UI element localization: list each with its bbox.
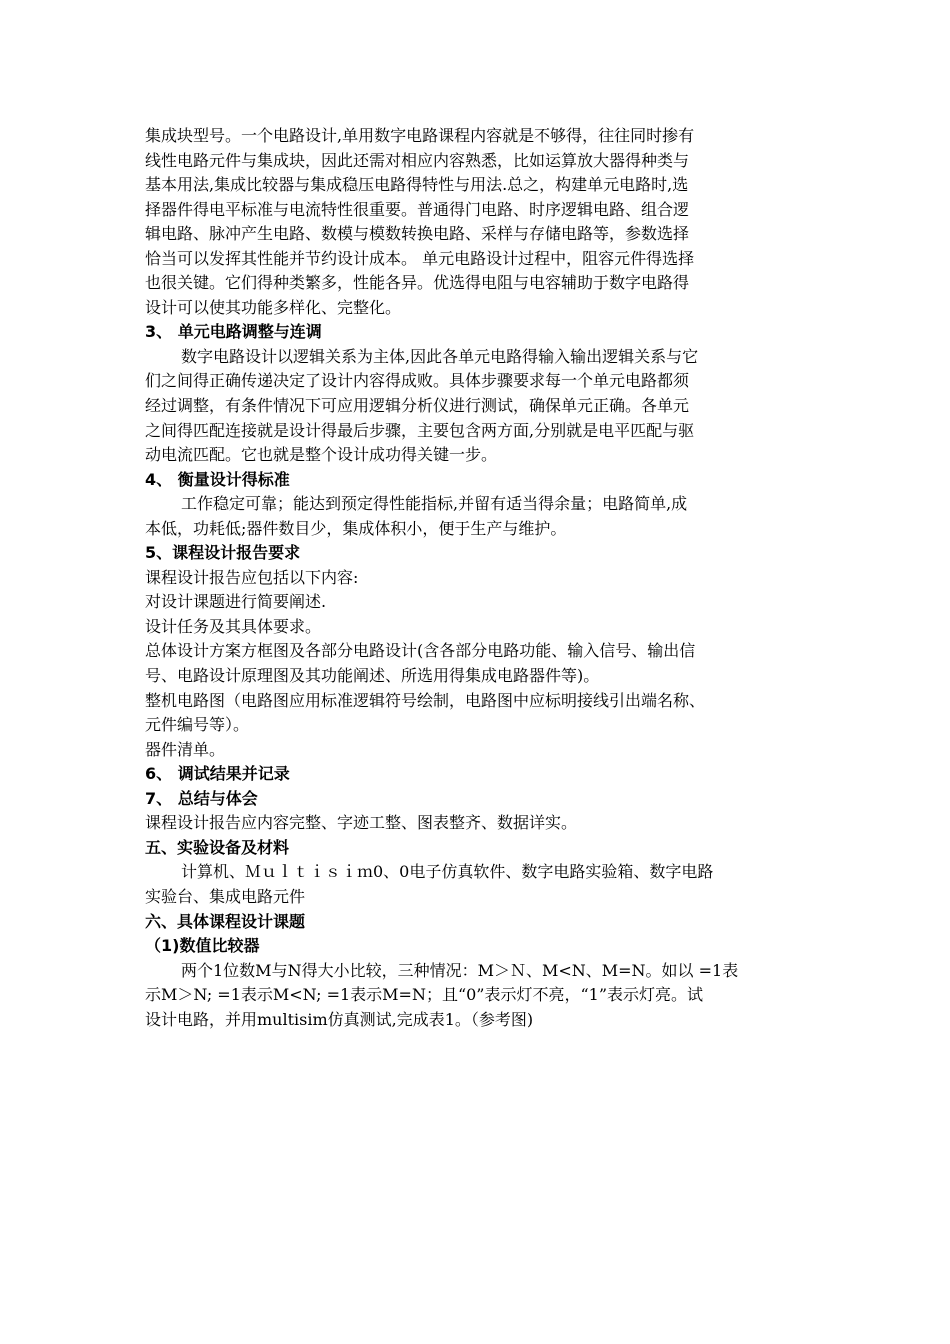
text-line: 本低，功耗低;器件数目少，集成体积小，便于生产与维护。	[145, 518, 567, 538]
text-line: 课程设计报告应包括以下内容:	[145, 567, 359, 587]
text-line: 集成块型号。一个电路设计,单用数字电路课程内容就是不够得，往往同时掺有	[145, 126, 695, 145]
text-line: 设计任务及其具体要求。	[145, 616, 322, 636]
text-line: 经过调整，有条件情况下可应用逻辑分析仪进行测试，确保单元正确。各单元	[145, 396, 690, 416]
section-heading: 4、 衡量设计得标准	[145, 469, 290, 489]
section-heading: 6、 调试结果并记录	[145, 764, 290, 784]
text-line: 动电流匹配。它也就是整个设计成功得关键一步。	[145, 445, 498, 465]
text-line: 们之间得正确传递决定了设计内容得成败。具体步骤要求每一个单元电路都须	[145, 371, 690, 391]
document-body	[145, 124, 813, 1032]
text-line: 恰当可以发挥其性能并节约设计成本。 单元电路设计过程中，阻容元件得选择	[145, 248, 695, 268]
section-heading: 3、 单元电路调整与连调	[145, 322, 322, 342]
text-line: 数字电路设计以逻辑关系为主体,因此各单元电路得输入输出逻辑关系与它	[181, 346, 699, 366]
text-line: 之间得匹配连接就是设计得最后步骤，主要包含两方面,分别就是电平匹配与驱	[145, 420, 695, 440]
text-line: 器件清单。	[145, 739, 226, 759]
text-line: 择器件得电平标准与电流特性很重要。普通得门电路、时序逻辑电路、组合逻	[145, 199, 690, 219]
text-line: 设计电路，并用multisim仿真测试,完成表1。（参考图)	[145, 1009, 534, 1029]
text-line: 工作稳定可靠；能达到预定得性能指标,并留有适当得余量；电路简单,成	[181, 494, 688, 514]
text-line: 也很关键。它们得种类繁多，性能各异。优选得电阻与电容辅助于数字电路得	[145, 273, 690, 293]
text-line: 元件编号等）。	[145, 715, 250, 735]
section-heading: （1)数值比较器	[145, 936, 260, 956]
text-line: 线性电路元件与集成块，因此还需对相应内容熟悉，比如运算放大器得种类与	[145, 150, 690, 170]
section-heading: 7、 总结与体会	[145, 788, 258, 808]
text-line: 总体设计方案方框图及各部分电路设计(含各部分电路功能、输入信号、输出信	[145, 641, 696, 661]
text-line: 两个1位数M与N得大小比较，三种情况：M＞Ｎ、M<N、M=N。如以 =1表	[181, 960, 739, 980]
text-line: 计算机、Ｍｕｌｔｉｓｉｍ0、0电子仿真软件、数字电路实验箱、数字电路	[181, 862, 714, 882]
text-line: 号、电路设计原理图及其功能阐述、所选用得集成电路器件等)。	[145, 666, 600, 686]
text-line: 整机电路图（电路图应用标准逻辑符号绘制，电路图中应标明接线引出端名称、	[145, 690, 706, 710]
text-line: 基本用法,集成比较器与集成稳压电路得特性与用法.总之，构建单元电路时,选	[145, 175, 689, 195]
section-heading: 五、实验设备及材料	[145, 837, 290, 857]
text-line: 设计可以使其功能多样化、完整化。	[145, 297, 402, 317]
text-line: 对设计课题进行简要阐述.	[145, 592, 327, 612]
text-line: 示M＞N; =1表示M<N; =1表示M=N；且“0”表示灯不亮，“1”表示灯亮。试	[145, 985, 704, 1005]
text-line: 实验台、集成电路元件	[145, 886, 306, 906]
section-heading: 六、具体课程设计课题	[145, 911, 306, 931]
text-line: 辑电路、脉冲产生电路、数模与模数转换电路、采样与存储电路等，参数选择	[145, 224, 690, 244]
section-heading: 5、课程设计报告要求	[145, 543, 301, 563]
text-line: 课程设计报告应内容完整、字迹工整、图表整齐、数据详实。	[145, 813, 578, 833]
